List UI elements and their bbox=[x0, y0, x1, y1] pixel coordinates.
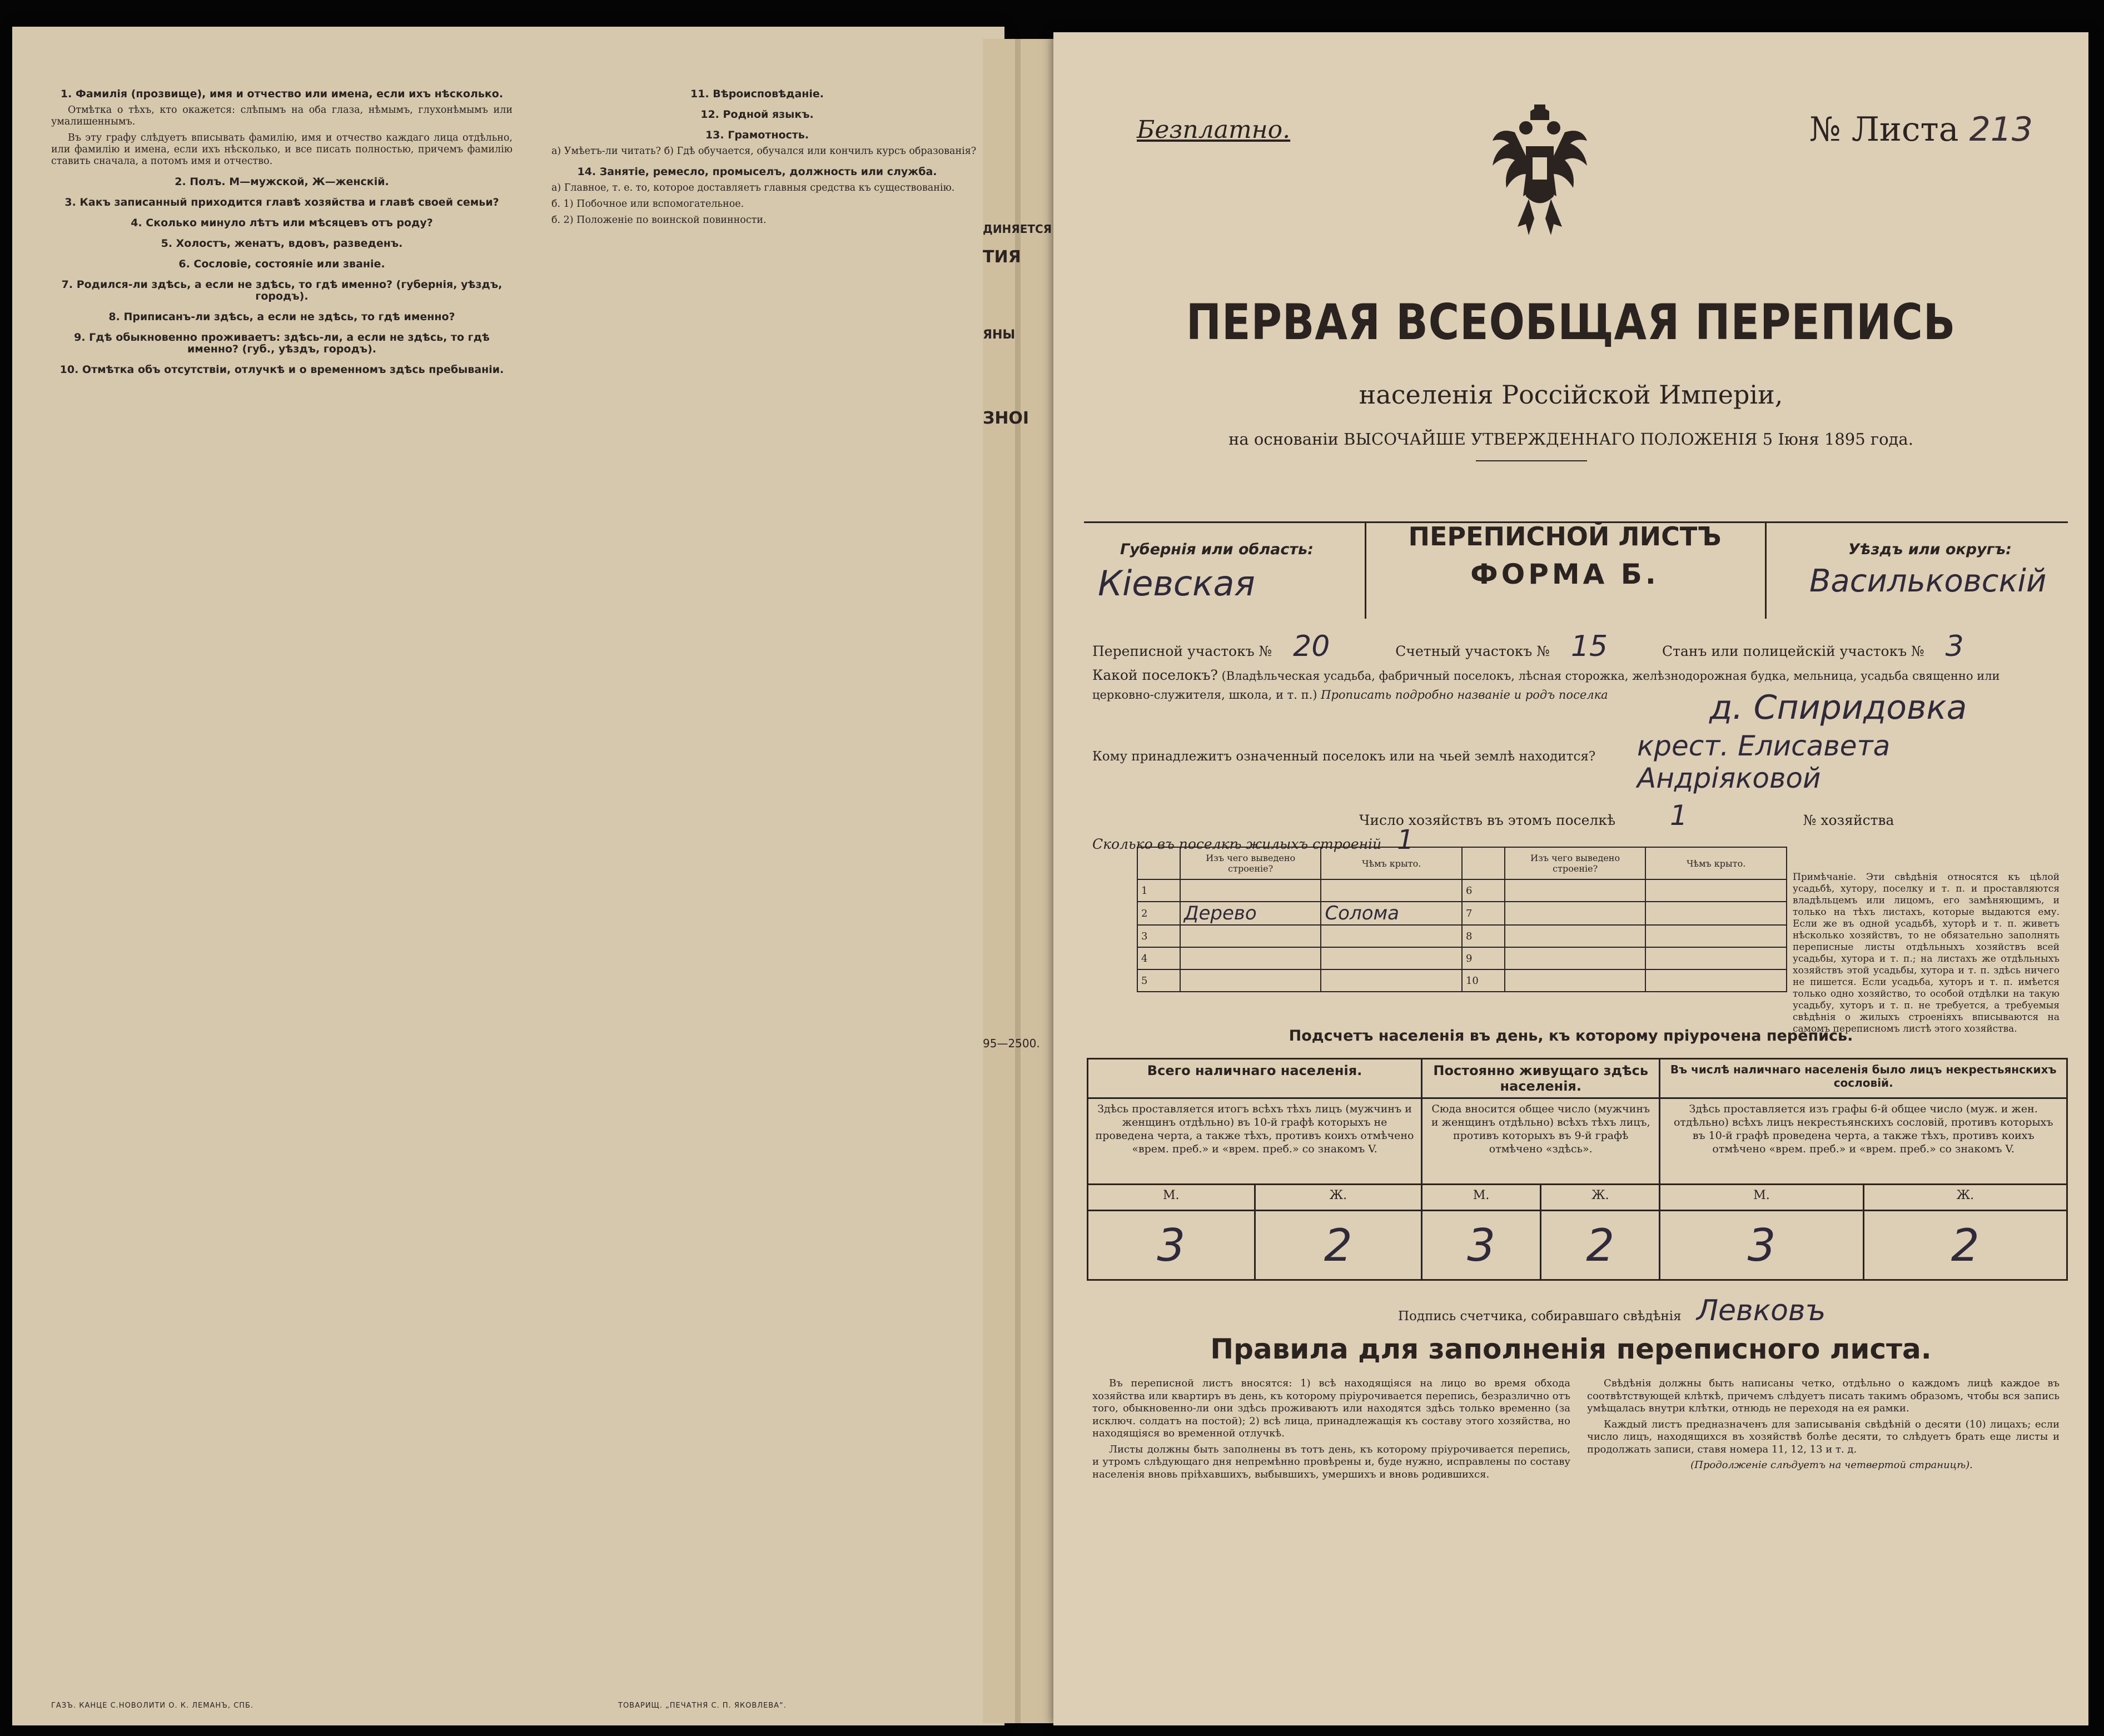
strip-text: ДИНЯЕТСЯ bbox=[983, 222, 1052, 236]
section-heading: 5. Холостъ, женатъ, вдовъ, разведенъ. bbox=[161, 237, 403, 250]
legal-basis: на основаніи ВЫСОЧАЙШЕ УТВЕРЖДЕННАГО ПОЛОЖЕНІЯ 5 Іюня 1895 года. bbox=[1228, 430, 1913, 449]
row-number: 2 bbox=[1137, 902, 1180, 925]
section-text: Въ эту графу слѣдуетъ вписывать фамилію, имя и отчество каждаго лица отдѣльно, или фамилію и имена, если ихъ нѣсколько, и все писать полностью, причемъ фамилію ставить сначала, а потомъ имя и отчество. bbox=[51, 132, 513, 167]
strip-text: ТИЯ bbox=[983, 247, 1021, 267]
sheet-number bbox=[1809, 110, 2033, 149]
rules-paragraph: Въ переписной листъ вносятся: 1) всѣ находящіяся на лицо во время обхода хозяйства или квартиръ въ день, къ которому пріурочивается перепись, безразлично отъ того, обыкновенно-ли они здѣсь проживаютъ или находятся здѣсь только временно (за исключ. солдатъ на постой); 2) всѣ лица, принадлежащія къ составу этого хозяйства, но находящіяся во временной отлучкѣ. bbox=[1092, 1377, 1570, 1439]
table-header: Постоянно живущаго здѣсь населенія. bbox=[1422, 1059, 1660, 1098]
section-heading: 7. Родился-ли здѣсь, а если не здѣсь, то гдѣ именно? (губернія, уѣздъ, городъ). bbox=[61, 278, 503, 302]
column-description: Здѣсь проставляется итогъ всѣхъ тѣхъ лицъ (мужчинъ и женщинъ отдѣльно) въ 10-й графѣ которыхъ не проведена черта, а также тѣхъ, противъ коихъ отмѣчено «врем. преб.» и «врем. преб.» со знакомъ V. bbox=[1088, 1098, 1422, 1185]
households-line bbox=[1359, 799, 1894, 832]
settlement-hint: (Владѣльческая усадьба, фабричный поселокъ, лѣсная сторожка, желѣзнодорожная будка, мельница, усадьба священно или церковно-служителя, школа, и т. п.) bbox=[1092, 669, 2000, 702]
table-cell bbox=[1645, 879, 1787, 902]
count-value: 3 bbox=[1088, 1211, 1255, 1280]
section-heading: 1. Фамилія (прозвище), имя и отчество или имена, если ихъ нѣсколько. bbox=[60, 88, 504, 100]
owner-label: Кому принадлежитъ означенный поселокъ или на чьей землѣ находится? bbox=[1092, 749, 1596, 764]
male-header: М. bbox=[1660, 1185, 1863, 1211]
strip-text: 95—2500. bbox=[983, 1037, 1040, 1050]
instructions-column-1 bbox=[51, 79, 513, 380]
uezd-value: Васильковскій bbox=[1809, 563, 2047, 599]
row-number: 8 bbox=[1462, 925, 1505, 947]
female-header: Ж. bbox=[1255, 1185, 1422, 1211]
row-number: 6 bbox=[1462, 879, 1505, 902]
table-row bbox=[1137, 925, 1787, 947]
rules-title: Правила для заполненія переписного листа. bbox=[1210, 1333, 1932, 1365]
district-value: 20 bbox=[1293, 630, 1330, 663]
buildings-table bbox=[1137, 847, 1787, 992]
owner-value: крест. Елисавета Андріяковой bbox=[1637, 730, 1891, 794]
signature-value: Левковъ bbox=[1696, 1294, 1826, 1327]
free-label: Безплатно. bbox=[1137, 116, 1291, 144]
table-row bbox=[1088, 1185, 2067, 1211]
table-header: Въ числѣ наличнаго населенія было лицъ некрестьянскихъ сословій. bbox=[1660, 1059, 2067, 1098]
table-header: Изъ чего выведено строеніе? bbox=[1180, 847, 1321, 879]
row-number: 5 bbox=[1137, 969, 1180, 992]
signature-line bbox=[1398, 1294, 1826, 1327]
section-heading: 10. Отмѣтка объ отсутствіи, отлучкѣ и о временномъ здѣсь пребываніи. bbox=[59, 364, 504, 376]
population-count-title: Подсчетъ населенія въ день, къ которому пріурочена перепись. bbox=[1289, 1027, 1853, 1044]
rules-continuation: (Продолженіе слѣдуетъ на четвертой страницѣ). bbox=[1690, 1459, 1973, 1471]
count-value: 2 bbox=[1255, 1211, 1422, 1280]
row-number: 4 bbox=[1137, 947, 1180, 969]
table-row bbox=[1137, 947, 1787, 969]
male-header: М. bbox=[1088, 1185, 1255, 1211]
table-cell bbox=[1505, 879, 1646, 902]
signature-label: Подпись счетчика, собиравшаго свѣдѣнія bbox=[1398, 1309, 1682, 1324]
district-line bbox=[1092, 630, 1964, 663]
subtitle: населенія Россійской Имперіи, bbox=[1359, 380, 1783, 410]
gubernia-value: Кіевская bbox=[1098, 563, 1255, 604]
instructions-column-2 bbox=[535, 79, 979, 231]
roof-material bbox=[1321, 925, 1462, 947]
table-row bbox=[1137, 902, 1787, 925]
count-label: Счетный участокъ № bbox=[1395, 643, 1550, 659]
rules-paragraph: Каждый листъ предназначенъ для записыванія свѣдѣній о десяти (10) лицахъ; если число лицъ, находящихся въ хозяйствѣ болѣе десяти, то слѣдуетъ брать еще листы и продолжать записи, ставя номера 11, 12, 13 и т. д. bbox=[1587, 1418, 2060, 1455]
rules-paragraph: Свѣдѣнія должны быть написаны четко, отдѣльно о каждомъ лицѣ каждое въ соотвѣтствующей клѣткѣ, причемъ слѣдуетъ писать такимъ образомъ, чтобы вся запись умѣщалась внутри клѣтки, отнюдь не переходя на ея рамки. bbox=[1587, 1377, 2060, 1414]
table-cell bbox=[1505, 902, 1646, 925]
section-heading: 9. Гдѣ обыкновенно проживаетъ: здѣсь-ли, а если не здѣсь, то гдѣ именно? (губ., уѣздъ, городъ). bbox=[74, 331, 490, 355]
table-header: Всего наличнаго населенія. bbox=[1088, 1059, 1422, 1098]
wall-material bbox=[1180, 969, 1321, 992]
female-header: Ж. bbox=[1541, 1185, 1660, 1211]
table-header-row bbox=[1088, 1059, 2067, 1098]
section-text: б. 1) Побочное или вспомогательное. bbox=[551, 198, 744, 210]
count-value: 15 bbox=[1570, 630, 1608, 663]
table-header: Изъ чего выведено строеніе? bbox=[1505, 847, 1646, 879]
wall-material bbox=[1180, 925, 1321, 947]
settlement-value: д. Спиридовка bbox=[1709, 688, 1967, 727]
table-cell bbox=[1462, 847, 1505, 879]
row-number: 10 bbox=[1462, 969, 1505, 992]
rules-column-right bbox=[1587, 1377, 2060, 1475]
female-header: Ж. bbox=[1863, 1185, 2067, 1211]
form-title-code: ФОРМА Б. bbox=[1470, 558, 1659, 590]
section-heading: 3. Какъ записанный приходится главѣ хозяйства и главѣ своей семьи? bbox=[64, 196, 499, 208]
section-text: Отмѣтка о тѣхъ, кто окажется: слѣпымъ на оба глаза, нѣмымъ, глухонѣмымъ или умалишеннымъ. bbox=[51, 105, 513, 127]
table-cell bbox=[1505, 947, 1646, 969]
strip-text: ЗНОІ bbox=[983, 409, 1029, 428]
table-header-row bbox=[1137, 847, 1787, 879]
table-header: Чѣмъ крыто. bbox=[1645, 847, 1787, 879]
table-cell bbox=[1645, 969, 1787, 992]
population-table bbox=[1087, 1058, 2068, 1281]
section-heading: 11. Вѣроисповѣданіе. bbox=[690, 88, 824, 100]
row-number: 1 bbox=[1137, 879, 1180, 902]
table-row bbox=[1137, 879, 1787, 902]
buildings-value: 1 bbox=[1397, 824, 1414, 855]
settlement-label: Какой поселокъ? bbox=[1092, 667, 1218, 683]
households-value: 1 bbox=[1670, 799, 1688, 832]
section-text: б. 2) Положеніе по воинской повинности. bbox=[551, 215, 767, 226]
section-text: а) Умѣетъ-ли читать? б) Гдѣ обучается, обучался или кончилъ курсъ образованія? bbox=[551, 146, 977, 157]
table-row bbox=[1137, 969, 1787, 992]
stan-label: Станъ или полицейскій участокъ № bbox=[1662, 643, 1924, 659]
table-cell bbox=[1645, 902, 1787, 925]
rules-column-left bbox=[1092, 1377, 1570, 1484]
count-value: 2 bbox=[1541, 1211, 1660, 1280]
row-number: 3 bbox=[1137, 925, 1180, 947]
wall-material: Дерево bbox=[1180, 902, 1321, 925]
double-headed-eagle-emblem bbox=[1481, 93, 1598, 249]
section-heading: 13. Грамотность. bbox=[705, 129, 809, 141]
table-cell bbox=[1505, 969, 1646, 992]
imprint-left: ГАЗЪ. КАНЦЕ С.НОВОЛИТИ О. К. ЛЕМАНЪ, СПБ. bbox=[51, 1702, 254, 1710]
section-heading: 8. Приписанъ-ли здѣсь, а если не здѣсь, то гдѣ именно? bbox=[108, 311, 455, 323]
table-cell bbox=[1137, 847, 1180, 879]
count-value: 3 bbox=[1422, 1211, 1541, 1280]
page-title: ПЕРВАЯ ВСЕОБЩАЯ ПЕРЕПИСЬ bbox=[1186, 294, 1956, 351]
fold-line bbox=[1015, 39, 1021, 1723]
divider bbox=[1476, 460, 1587, 461]
wall-material bbox=[1180, 879, 1321, 902]
row-number: 7 bbox=[1462, 902, 1505, 925]
table-cell bbox=[1645, 925, 1787, 947]
note-text: Примѣчаніе. Эти свѣдѣнія относятся къ цѣлой усадьбѣ, хутору, поселку и т. п. и проставляются владѣльцемъ или лицомъ, его замѣняющимъ, и только на тѣхъ листахъ, которые выдаются ему. Если же въ одной усадьбѣ, хуторѣ и т. п. живетъ нѣсколько хозяйствъ, то не обязательно заполнять переписные листы отдѣльныхъ хозяйствъ всей усадьбы, хутора и т. п.; на листахъ же отдѣльныхъ хозяйствъ этой усадьбы, хутора и т. п. здѣсь ничего не пишется. Если усадьба, хуторъ и т. п. имѣется только одно хозяйство, то особой отдѣлки на такую усадьбу, хуторъ и т. п. не требуется, а требуемыя свѣдѣнія о жилыхъ строеніяхъ вписываются на самомъ переписномъ листѣ этого хозяйства. bbox=[1793, 872, 2060, 1034]
section-heading: 14. Занятіе, ремесло, промыселъ, должность или служба. bbox=[577, 166, 937, 178]
column-description: Здѣсь проставляется изъ графы 6-й общее число (муж. и жен. отдѣльно) всѣхъ лицъ некрестьянскихъ сословій, противъ которыхъ въ 10-й графѣ проведена черта, а также тѣхъ, противъ коихъ отмѣчено «врем. преб.» и «врем. преб.» со знакомъ V. bbox=[1660, 1098, 2067, 1185]
section-heading: 2. Полъ. М—мужской, Ж—женскій. bbox=[175, 176, 389, 188]
sheet-number-value: 213 bbox=[1969, 110, 2033, 149]
sheet-number-label: № Листа bbox=[1809, 110, 1959, 149]
table-row bbox=[1088, 1098, 2067, 1185]
imprint-right: ТОВАРИЩ. „ПЕЧАТНЯ С. П. ЯКОВЛЕВА“. bbox=[618, 1702, 787, 1710]
roof-material bbox=[1321, 879, 1462, 902]
left-page bbox=[12, 27, 1004, 1725]
buildings-label: Сколько въ поселкѣ жилыхъ строеній bbox=[1092, 836, 1382, 852]
section-text: а) Главное, т. е. то, которое доставляетъ главныя средства къ существованію. bbox=[551, 182, 955, 193]
district-label: Переписной участокъ № bbox=[1092, 643, 1272, 659]
form-title bbox=[1365, 521, 1765, 590]
households-label: Число хозяйствъ въ этомъ поселкѣ bbox=[1359, 812, 1616, 828]
table-row bbox=[1088, 1211, 2067, 1280]
roof-material: Солома bbox=[1321, 902, 1462, 925]
strip-text: ЯНЫ bbox=[983, 328, 1016, 342]
section-heading: 4. Сколько минуло лѣтъ или мѣсяцевъ отъ роду? bbox=[131, 217, 433, 229]
male-header: М. bbox=[1422, 1185, 1541, 1211]
household-no-label: № хозяйства bbox=[1803, 812, 1894, 828]
divider bbox=[1765, 521, 1767, 619]
rules-paragraph: Листы должны быть заполнены въ тотъ день, къ которому пріурочивается перепись, и утромъ слѣдующаго дня непремѣнно провѣрены и, буде нужно, исправлены по составу населенія вновь пріѣхавшихъ, выбывшихъ, умершихъ и вновь родившихся. bbox=[1092, 1443, 1570, 1480]
roof-material bbox=[1321, 969, 1462, 992]
table-cell bbox=[1505, 925, 1646, 947]
stan-value: 3 bbox=[1945, 630, 1964, 663]
count-value: 3 bbox=[1660, 1211, 1863, 1280]
table-cell bbox=[1645, 947, 1787, 969]
roof-material bbox=[1321, 947, 1462, 969]
form-title-line: ПЕРЕПИСНОЙ ЛИСТЪ bbox=[1408, 521, 1722, 551]
census-form-page bbox=[1053, 32, 2088, 1725]
section-heading: 12. Родной языкъ. bbox=[700, 108, 814, 121]
column-description: Сюда вносится общее число (мужчинъ и женщинъ отдѣльно) всѣхъ тѣхъ лицъ, противъ которыхъ въ 9-й графѣ отмѣчено «здѣсь». bbox=[1422, 1098, 1660, 1185]
uezd-label: Уѣздъ или округъ: bbox=[1848, 541, 2012, 558]
settlement-hint-2: Прописать подробно названіе и родъ поселка bbox=[1321, 688, 1608, 702]
gubernia-label: Губернія или область: bbox=[1120, 541, 1314, 558]
row-number: 9 bbox=[1462, 947, 1505, 969]
section-heading: 6. Сословіе, состояніе или званіе. bbox=[178, 258, 385, 270]
table-header: Чѣмъ крыто. bbox=[1321, 847, 1462, 879]
count-value: 2 bbox=[1863, 1211, 2067, 1280]
wall-material bbox=[1180, 947, 1321, 969]
